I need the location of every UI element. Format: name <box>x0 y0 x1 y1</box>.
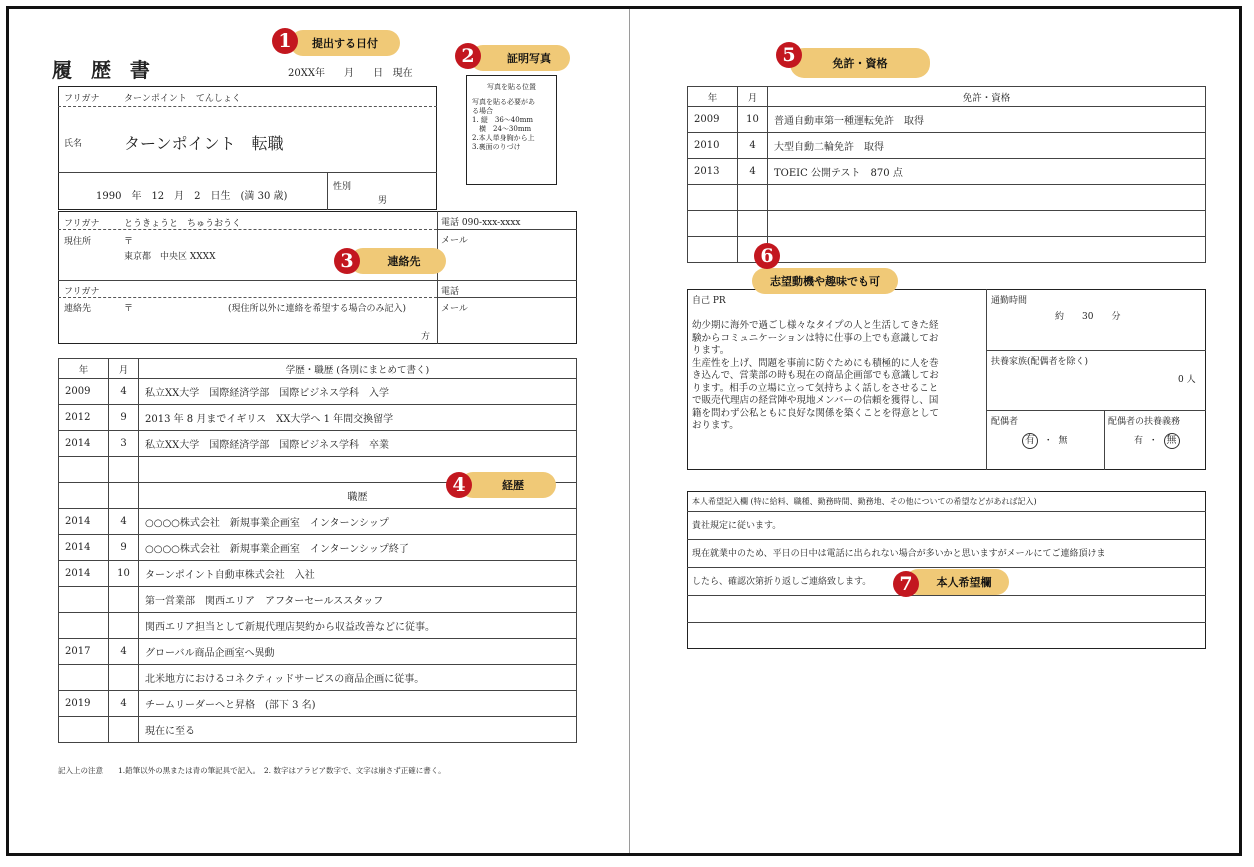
postal-mark: 〒 <box>124 237 134 247</box>
page-divider <box>629 9 630 853</box>
commute-value: 約 30 分 <box>1055 312 1121 322</box>
table-row: 職歴 <box>59 483 577 509</box>
callout-number-icon: 6 <box>754 243 780 269</box>
phone-number: 電話 090-xxx-xxxx <box>441 218 521 228</box>
wishes-line: したら、確認次第折り返しご連絡致します。 <box>692 577 872 587</box>
wishes-label: 本人希望記入欄 (特に給料、職種、勤務時間、勤務地、その他についての希望などがあれば記入) <box>692 497 1037 506</box>
self-pr-text: 幼少期に海外で過ごし様々なタイプの人と生活してきた経 験からコミュニケーションは特に仕事の上でも意識してお ります。 生産性を上げ、問題を事前に防ぐためにも積極的に人を巻 き込んで、営業部の時も現在の商品企画部でも意識してお ります。相手の立場に立って気持ちよく話しをさせること で販売代理店の経営陣や現地メンバーの信頼を獲得し、国 籍を問わず公私ともに良好な関係を築くことを得意として おります。 <box>692 320 940 431</box>
history-head-month: 月 <box>109 359 139 379</box>
table-row: 2019 4 チームリーダーへと昇格 (部下 3 名) <box>59 691 577 717</box>
table-row: 2010 4 大型自動二輪免許 取得 <box>688 133 1206 159</box>
history-table <box>58 358 577 743</box>
table-row: 2009 4 私立XX大学 国際経済学部 国際ビジネス学科 入学 <box>59 379 577 405</box>
contact-phone-label: 電話 <box>441 287 460 297</box>
spouse-label: 配偶者 <box>991 417 1019 427</box>
contact-suffix: 方 <box>421 332 431 342</box>
wishes-line: 貴社規定に従います。 <box>692 521 782 531</box>
spouse-options: 有 ・ 無 <box>1022 433 1068 449</box>
footnote: 記入上の注意 1.鉛筆以外の黒または青の筆記具で記入。 2. 数字はアラビア数字で、文字は崩さず正確に書く。 <box>58 766 446 775</box>
callout-motivation: 志望動機や趣味でも可 <box>752 268 898 294</box>
callout-submit-date: 提出する日付 <box>290 30 400 56</box>
contact-note: (現住所以外に連絡を希望する場合のみ記入) <box>228 304 407 314</box>
dependents-label: 扶養家族(配偶者を除く) <box>991 357 1089 367</box>
table-row: 関西エリア担当として新規代理店契約から収益改善などに従事。 <box>59 613 577 639</box>
name-furigana-label: フリガナ <box>64 94 100 104</box>
callout-number-icon: 4 <box>446 472 472 498</box>
date-line: 20XX年 月 日 現在 <box>288 68 413 79</box>
callout-wishes: 本人希望欄 <box>905 569 1009 595</box>
name-label: 氏名 <box>64 139 83 149</box>
callout-number-icon: 5 <box>776 42 802 68</box>
table-row: 2009 10 普通自動車第一種運転免許 取得 <box>688 107 1206 133</box>
license-head-year: 年 <box>688 87 738 107</box>
dependents-value: 0 人 <box>1178 375 1196 385</box>
license-head-title: 免許・資格 <box>768 87 1206 107</box>
table-row: 2014 9 ○○○○株式会社 新規事業企画室 インターンシップ終了 <box>59 535 577 561</box>
gender-value: 男 <box>378 196 388 206</box>
address-label: 現住所 <box>64 237 92 247</box>
contact-postal-mark: 〒 <box>124 304 134 314</box>
table-row: 2012 9 2013 年 8 月までイギリス XX大学へ 1 年間交換留学 <box>59 405 577 431</box>
support-no-circled: 無 <box>1164 433 1180 449</box>
full-name: ターンポイント 転職 <box>124 134 284 153</box>
table-row: 2017 4 グローバル商品企画室へ異動 <box>59 639 577 665</box>
photo-placeholder <box>466 75 557 185</box>
license-head-month: 月 <box>738 87 768 107</box>
contact-mail-label: メール <box>441 304 468 314</box>
name-furigana: ターンポイント てんしょく <box>124 94 241 104</box>
callout-career: 経歴 <box>460 472 556 498</box>
mail-label: メール <box>441 236 468 246</box>
callout-contact: 連絡先 <box>350 248 446 274</box>
self-pr-label: 自己 PR <box>692 296 726 306</box>
callout-number-icon: 2 <box>455 43 481 69</box>
table-row: 第一営業部 関西エリア アフターセールススタッフ <box>59 587 577 613</box>
history-head-title: 学歴・職歴 (各別にまとめて書く) <box>139 359 577 379</box>
callout-licenses: 免許・資格 <box>790 48 930 78</box>
callout-number-icon: 1 <box>272 28 298 54</box>
callout-number-icon: 3 <box>334 248 360 274</box>
spouse-yes-circled: 有 <box>1022 433 1038 449</box>
spouse-support-options: 有 ・ 無 <box>1134 433 1180 449</box>
callout-photo: 証明写真 <box>470 45 570 71</box>
address-furigana-label: フリガナ <box>64 219 100 229</box>
license-table <box>687 86 1206 263</box>
table-row: 2014 10 ターンポイント自動車株式会社 入社 <box>59 561 577 587</box>
contact-label: 連絡先 <box>64 304 92 314</box>
table-row: 2014 3 私立XX大学 国際経済学部 国際ビジネス学科 卒業 <box>59 431 577 457</box>
wishes-line: 現在就業中のため、平日の日中は電話に出られない場合が多いかと思いますがメールにてご連絡頂けま <box>692 549 1106 559</box>
table-row: 2014 4 ○○○○株式会社 新規事業企画室 インターンシップ <box>59 509 577 535</box>
table-row <box>688 185 1206 211</box>
callout-number-icon: 7 <box>893 571 919 597</box>
birth-date: 1990 年 12 月 2 日生 (満 30 歳) <box>96 191 288 202</box>
home-address: 東京都 中央区 XXXX <box>124 252 216 262</box>
spouse-support-label: 配偶者の扶養義務 <box>1108 417 1181 427</box>
document-title: 履 歴 書 <box>52 58 156 82</box>
photo-title: 写真を貼る位置 <box>487 83 536 91</box>
table-row: 北米地方におけるコネクティッドサービスの商品企画に従事。 <box>59 665 577 691</box>
gender-label: 性別 <box>333 182 352 192</box>
photo-notes: 写真を貼る必要があ る場合 1. 縦 36〜40mm 横 24〜30mm 2.本人単身胸から上 3.裏面のりづけ <box>472 98 535 151</box>
address-furigana: とうきょうと ちゅうおうく <box>124 219 242 229</box>
contact-furigana-label: フリガナ <box>64 287 100 297</box>
table-row: 2013 4 TOEIC 公開テスト 870 点 <box>688 159 1206 185</box>
history-head-year: 年 <box>59 359 109 379</box>
table-row <box>688 211 1206 237</box>
table-row: 現在に至る <box>59 717 577 743</box>
commute-label: 通勤時間 <box>991 296 1028 306</box>
